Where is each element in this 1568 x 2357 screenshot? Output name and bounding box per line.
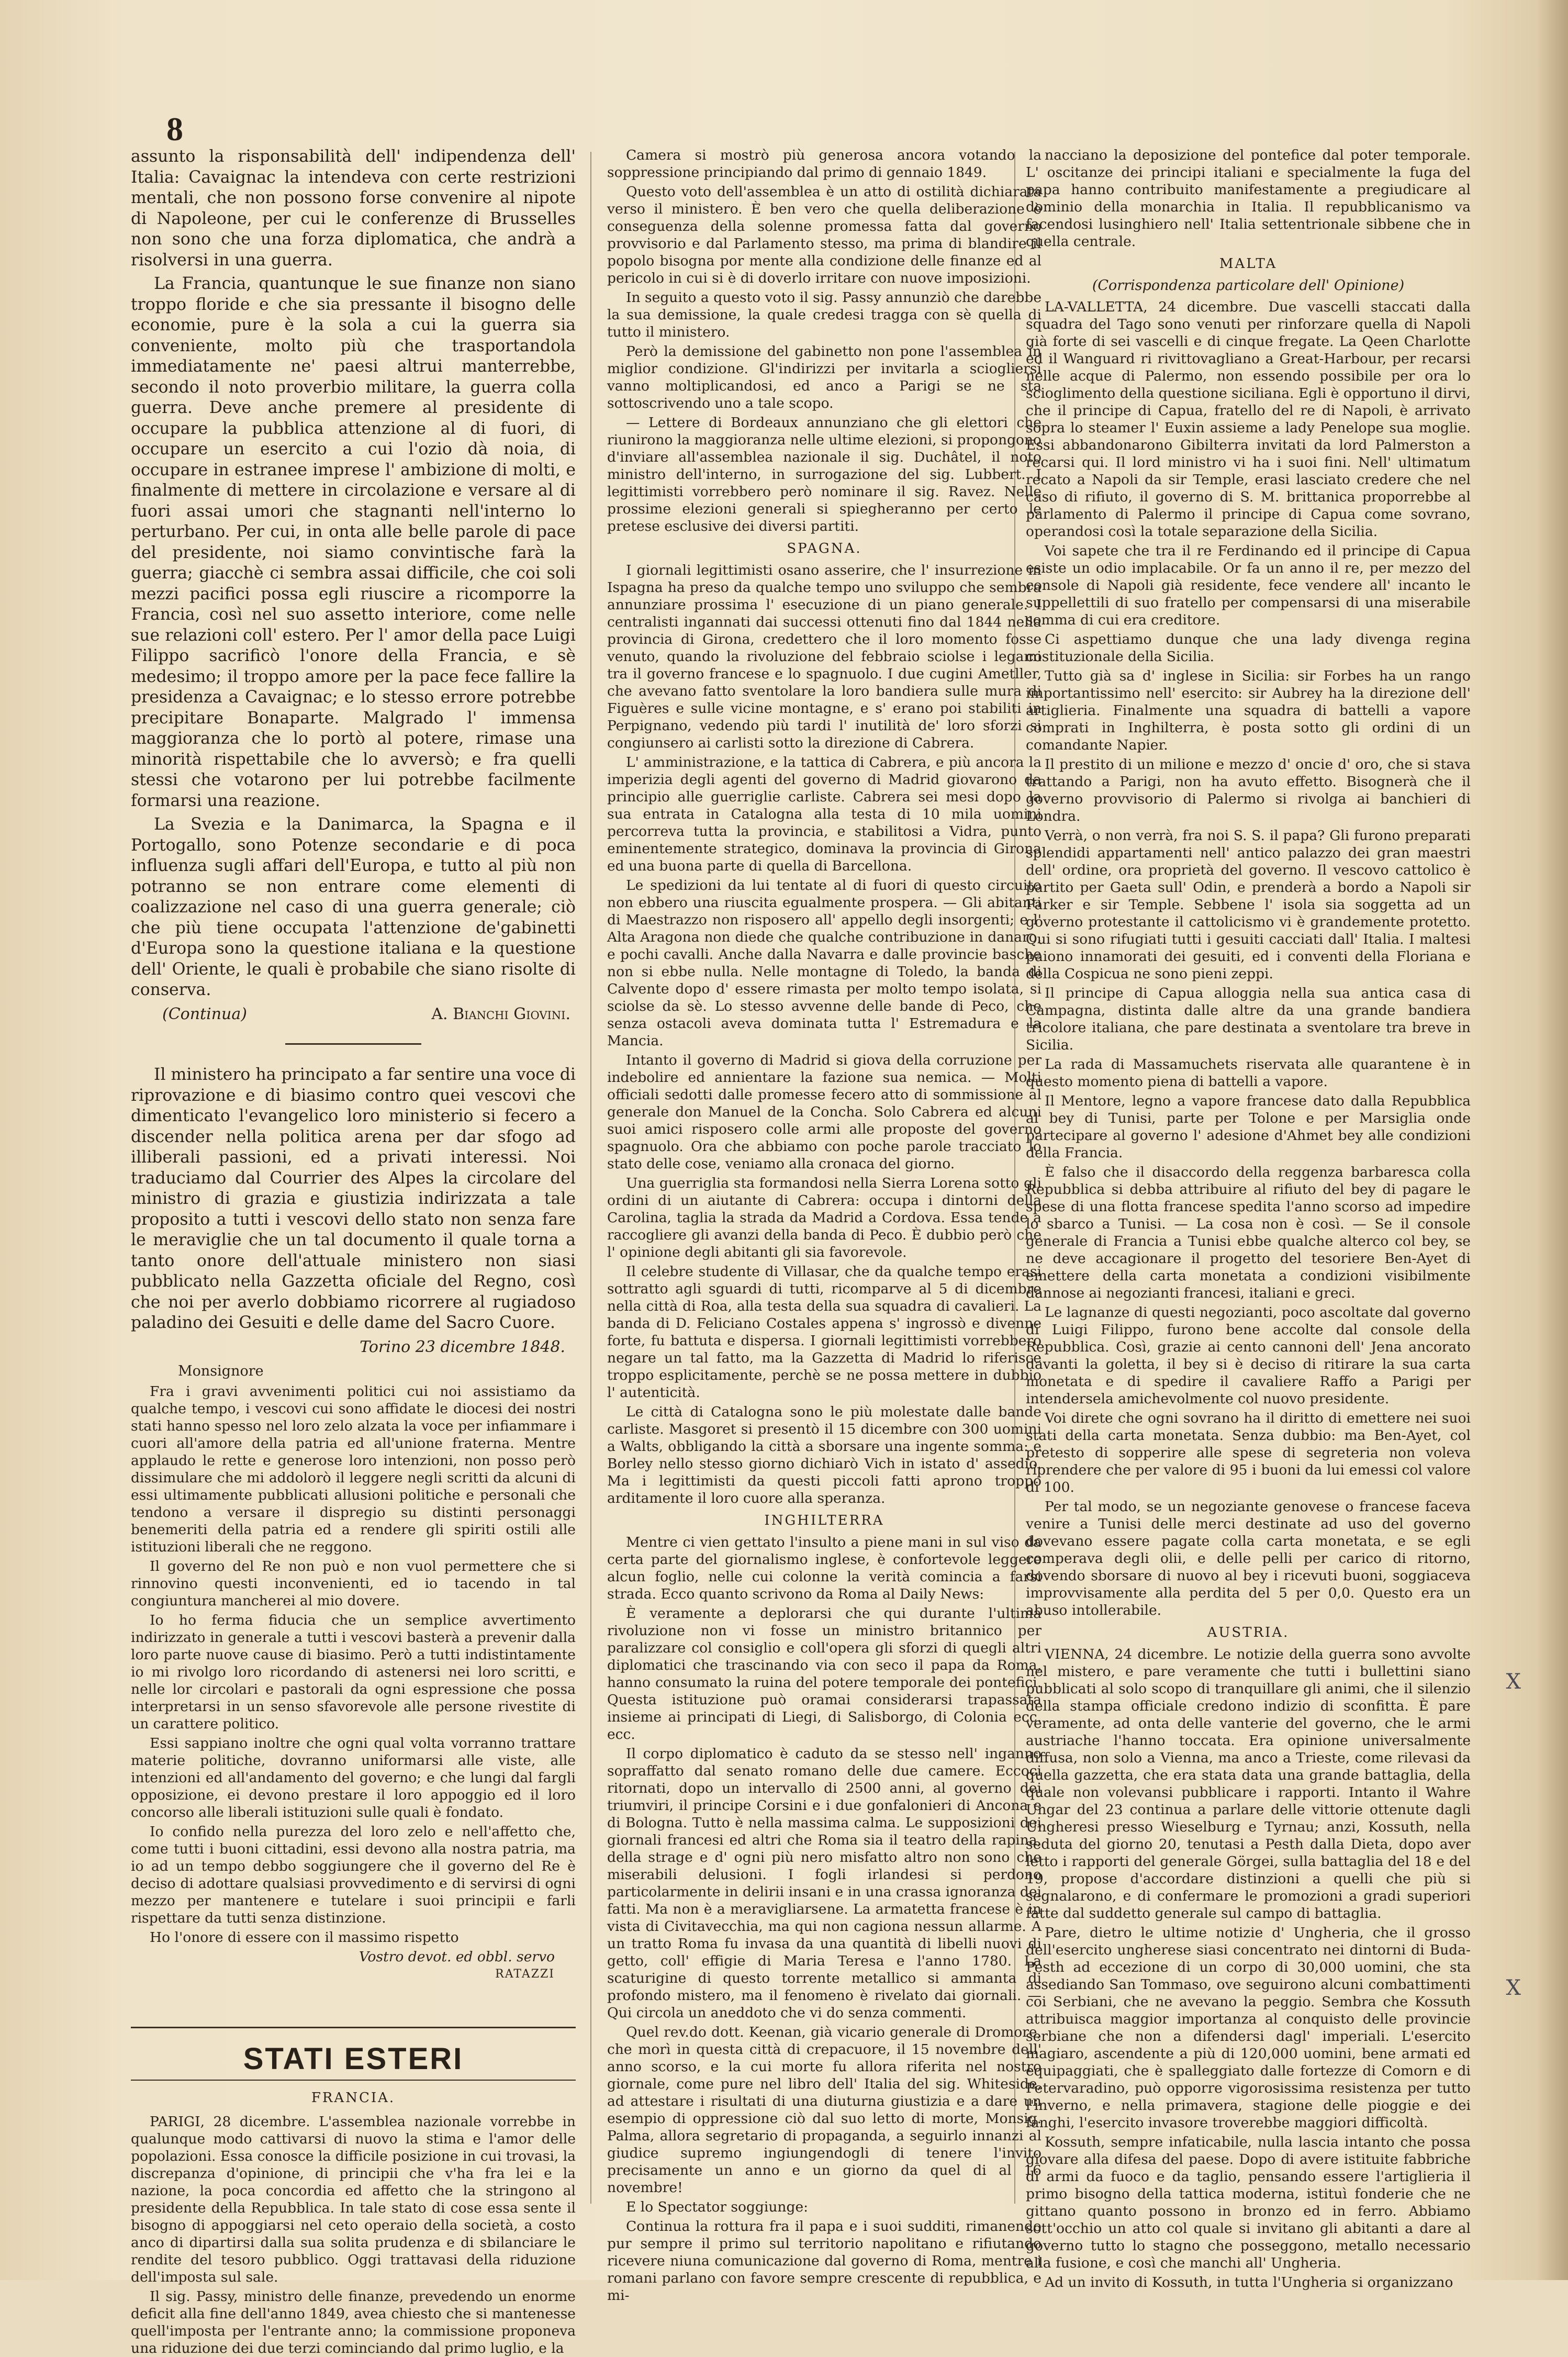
- heading-inghilterra: INGHILTERRA: [764, 1513, 884, 1528]
- malta-correspondence-note: (Corrispondenza particolare dell' Opinione): [1092, 277, 1405, 294]
- spain-paragraph: Una guerriglia sta formandosi nella Sierra Lorena sotto gli ordini di un aiutante di Cabrera: occupa i dintorni della Carolina, taglia la strada da Madrid a Cordova. Essa tende a raccogliere gli avanzi della banda di Peco. È dubbio però che l' opinione degli abitanti gli sia favorevole.: [607, 1175, 1041, 1260]
- letter-signer: RATAZZI: [495, 1968, 555, 1981]
- austria-paragraph: Kossuth, sempre infaticabile, nulla lascia intanto che possa giovare alla difesa del paese. Dopo di avere istituite fabbriche di armi da fuoco e da taglio, pensando essere l'artiglieria il primo bisogno della tattica moderna, istituì fonderie che ne gittano quanto possono in bronzo ed in ferro. Abbiamo sott'occhio un atto col quale si invitano gli abitanti a dare al governo tutto lo stagno che posseggono, metallo necessario alla fusione, e così che manchi all' Ungheria.: [1026, 2134, 1471, 2271]
- article-paragraph: Questo voto dell'assemblea è un atto di ostilità dichiarata verso il ministero. È ben vero che quella deliberazione è conseguenza della solenne promessa fatta dal governo provvisorio e dal Parlamento stesso, ma prima di blandire il popolo bisogna por mente alla condizione delle finanze ed al pericolo in cui si è di doverlo irritare con nuove imposizioni.: [607, 184, 1041, 286]
- heading-spagna: SPAGNA.: [787, 541, 862, 556]
- article-paragraph: nacciano la deposizione del pontefice dal poter temporale. L' oscitanze dei principi italiani e specialmente la fuga del papa hanno contribuito manifestamente a pregiudicare al dominio della monarchia in Italia. Il repubblicanismo va facendosi lusinghiero nell' Italia settentrionale sibbene che in quella centrale.: [1026, 147, 1471, 250]
- article-paragraph: La Francia, quantunque le sue finanze non siano troppo floride e che sia pressante il bisogno delle economie, pure è la sola a cui la guerra sia conveniente, molto più che trasportandola immediatamente ne' paesi altrui manterrebbe, secondo il noto proverbio militare, la guerra colla guerra. Deve anche premere al presidente di occupare la pubblica attenzione al di fuori, di occupare un esercito a cui l'ozio dà noia, di occupare in estranee imprese l' ambizione di molti, e finalmente di mettere in circolazione e versare al di fuori assai umori che stagnanti nell'interno lo perturbano. Per cui, in onta alle belle parole di pace del presidente, noi siamo convintische farà la guerra; giacchè ci sembra assai difficile, che coi soli mezzi pacifici possa egli riuscire a ricomporre la Francia, così nel suo assetto interiore, come nelle sue relazioni coll' estero. Per l' amor della pace Luigi Filippo sacrificò l'onore della Francia, e sè medesimo; il troppo amore per la pace fece fallire la presidenza a Cavaignac; e lo stesso errore potrebbe precipitare Bonaparte. Malgrado l' immensa maggioranza che lo portò al potere, rimase una minorità rispettabile che lo avversò; e fra quelli stessi che votarono per lui potrebbe facilmente formarsi una reazione.: [131, 274, 576, 810]
- england-paragraph: È veramente a deplorarsi che qui durante l'ultima rivoluzione non vi fosse un ministro britannico per paralizzare col consiglio e coll'opera gli sforzi di quegli altri diplomatici che trascinando via con seco il papa da Roma, hanno consumato la ruina del potere temporale dei pontefici. Questa istituzione può oramai considerarsi trapassata insieme ai principati di Liegi, di Salisborgo, di Colonia ecc. ecc.: [607, 1605, 1041, 1742]
- heading-malta: MALTA: [1219, 256, 1278, 272]
- letter-closing: Vostro devot. ed obbl. servo: [359, 1949, 555, 1965]
- letter-paragraph: Il governo del Re non può e non vuol permettere che si rinnovino questi inconvenienti, ed io tacendo in tal congiuntura mancherei al mio dovere.: [131, 1558, 576, 1609]
- letter-paragraph: Io confido nella purezza del loro zelo e nell'affetto che, come tutti i buoni cittadini, essi devono alla nostra patria, ma io ad un tempo debbo soggiungere che il governo del Re è deciso di adottare qualsiasi provvedimento e di servirsi di ogni mezzo per mantenere e tutelare i suoi principii e farli rispettare da tutti senza distinzione.: [131, 1824, 576, 1926]
- england-paragraph: Il corpo diplomatico è caduto da se stesso nell' inganno sopraffatto dal senato romano delle due camere. Eccoci ritornati, dopo un intervallo di 2500 anni, al governo dei triumviri, il principe Corsini e i due gonfalonieri di Ancona e di Bologna. Tutto è nella massima calma. Le supposizioni dei giornali francesi ed altri che Roma sia il teatro della rapina, della strage e d' ogni più nero misfatto altro non sono che miserabili delusioni. I fogli irlandesi si perdono particolarmente in delirii insani e in una crassa ignoranza dei fatti. Ma non è a meravigliarsene. La armatetta francese è in vista di Civitavecchia, ma qui non cagiona nessun allarme. A un tratto Roma fu invasa da una quantità di libelli nuovi di getto, coll' effigie di Maria Teresa e l'anno 1780. La scaturigine di questo torrente metallico si ammanta di profondo mistero, ma il fenomeno è rivelato dai giornali. — Qui circola un aneddoto che vi do senza commenti.: [607, 1746, 1041, 2021]
- spain-paragraph: Il celebre studente di Villasar, che da qualche tempo erasi sottratto agli sguardi di tutti, ricomparve al 5 di dicembre nella città di Roa, alla testa della sua squadra di cavalieri. La banda di D. Feliciano Costales appena s' ingrossò e divenne forte, fu battuta e dispersa. I giornali legittimisti vorrebbero negare un tal fatto, ma la Gazzetta di Madrid lo riferisce troppo esplicitamente, perchè se ne possa mettere in dubbio l' autenticità.: [607, 1264, 1041, 1401]
- heading-austria: AUSTRIA.: [1207, 1625, 1290, 1640]
- letter-paragraph: Ho l'onore di essere con il massimo rispetto: [150, 1929, 459, 1946]
- page-edge-shadow: [1537, 0, 1568, 2280]
- malta-paragraph: Le lagnanze di questi negozianti, poco ascoltate dal governo di Luigi Filippo, furono bene accolte dal console della Repubblica. Così, grazie ai cento cannoni dell' Jena ancorato davanti la goletta, il bey si è deciso di ritirare la sua carta monetata e di spedire il cavaliere Raffo a Parigi per intendersela amichevolmente col nuovo presidente.: [1026, 1304, 1471, 1407]
- malta-paragraph: Tutto già sa d' inglese in Sicilia: sir Forbes ha un rango importantissimo nell' esercito: sir Aubrey ha la direzione dell' artiglieria. Finalmente una squadra di battelli a vapore comprati in Inghilterra, è posta sotto gli ordini di un comandante Napier.: [1026, 668, 1471, 753]
- article-paragraph: Camera si mostrò più generosa ancora votando la soppressione principiando dal primo di gennaio 1849.: [607, 147, 1041, 181]
- ministry-paragraph: Il ministero ha principato a far sentire una voce di riprovazione e di biasimo contro quei vescovi che dimenticato l'evangelico loro ministerio si fecero a discender nella politica arena per dar sfogo ad illiberali passioni, ed a privati interessi. Noi traduciamo dal Courrier des Alpes la circolare del ministro di grazia e giustizia indirizzata a tale proposito a tutti i vescovi dello stato non senza fare le meraviglie che un tal documento il quale torna a tanto onore dell'attuale ministero non siasi pubblicato nella Gazzetta oficiale del Regno, così che noi per averlo dobbiamo ricorrere al rugiadoso paladino dei Gesuiti e delle dame del Sacro Cuore.: [131, 1065, 576, 1332]
- spain-paragraph: Le città di Catalogna sono le più molestate dalle bande carliste. Masgoret si presentò il 15 dicembre con 300 uomini a Walts, obbligando la città a sborsare una ingente somma: e Borley nello stesso giorno dichiarò Vich in istato d' assedio. Ma i legittimisti da questi piccoli fatti aprono troppo arditamente il loro cuore alla speranza.: [607, 1404, 1041, 1506]
- article-paragraph: La Svezia e la Danimarca, la Spagna e il Portogallo, sono Potenze secondarie e di poca influenza sugli affari dell'Europa, e tutto al più non potranno se non entrare come elementi di coalizzazione nel caso di una guerra generale; ciò che più tiene occupata l'attenzione de'gabinetti d'Europa sono la questione italiana e la questione dell' Oriente, le quali è probabile che siano risolte di conserva.: [131, 815, 576, 999]
- austria-paragraph: Pare, dietro le ultime notizie d' Ungheria, che il grosso dell'esercito ungherese siasi concentrato nei dintorni di Buda-Pesth ad eccezione di un corpo di 30,000 uomini, che sta assediando San Tommaso, ove seguirono alcuni combattimenti coi Serbiani, che ne avevano la peggio. Sembra che Kossuth attribuisca maggior importanza al conquisto delle provincie serbiane che non a difendersi dagl' imperiali. L'esercito magiaro, ascendente a più di 120,000 uomini, bene armati ed equipaggiati, che è spalleggiato dalle fortezze di Comorn e di Petervaradino, può opporre vigorosissima resistenza per tutto l'inverno, e nella primavera, stagione delle pioggie e dei fanghi, l'esercito invasore troverebbe maggiori difficoltà.: [1026, 1925, 1471, 2131]
- column-3: [1026, 147, 1471, 2291]
- article-paragraph: In seguito a questo voto il sig. Passy annunziò che darebbe la sua demissione, la quale credesi tragga con sè quella di tutto il ministero.: [607, 289, 1041, 340]
- malta-paragraph: Voi sapete che tra il re Ferdinando ed il principe di Capua esiste un odio implacabile. Or fa un anno il re, per mezzo del console di Napoli già residente, fece vendere all' incanto le suppellettili di suo fratello per compensarsi di una miserabile somma di cui era creditore.: [1026, 543, 1471, 628]
- spain-paragraph: Le spedizioni da lui tentate al di fuori di questo circuito non ebbero una riuscita egualmente prospera. — Gli abitanti di Maestrazzo non risposero all' appello degli insorgenti; e l' Alta Aragona non diede che qualche contribuzione in danaro, e pochi cavalli. Anche dalla Navarra e dalle provincie basche non si ebbe nulla. Nelle montagne di Toledo, la banda di Calvente dopo d' essere rimasta per molto tempo isolata, si sciolse da sè. Lo stesso avvenne delle bande di Peco, che senza ostacoli aveva dominata tutta l' Estremadura e la Mancia.: [607, 877, 1041, 1049]
- malta-paragraph: La rada di Massamuchets riservata alle quarantene è in questo momento piena di battelli a vapore.: [1026, 1056, 1471, 1090]
- section-divider: [285, 1043, 421, 1045]
- continua-note: (Continua): [162, 1004, 247, 1023]
- article-paragraph: Però la demissione del gabinetto non pone l'assemblea in miglior condizione. Gl'indirizzi per invitarla a sciogliersi vanno moltiplicandosi, ed anco a Parigi se ne sta sottoscrivendo uno a tale scopo.: [607, 343, 1041, 411]
- margin-mark: X: [1506, 1670, 1521, 1694]
- heading-francia: FRANCIA.: [311, 2090, 396, 2106]
- column-2: [607, 147, 1041, 2304]
- spain-paragraph: Intanto il governo di Madrid si giova della corruzione per indebolire ed annientare la fazione sua nemica. — Molti officiali sedotti dalle promesse fecero atto di sommissione al generale don Manuel de la Concha. Solo Cabrera ed alcuni suoi amici risposero colle armi alle proposte del governo spagnuolo. Ora che abbiamo con poche parole tracciato lo stato delle cose, veniamo alla cronaca del giorno.: [607, 1052, 1041, 1172]
- letter-paragraph: Fra i gravi avvenimenti politici cui noi assistiamo da qualche tempo, i vescovi cui sono affidate le diocesi dei nostri stati hanno spesso nel loro zelo alzata la voce per infiammare i cuori all'amore della patria ed all'unione fraterna. Mentre applaudo le rette e generose loro intenzioni, non posso però dissimulare che mi addolorò il leggere negli scritti da alcuni di essi ultimamente pubblicati allusioni politiche e personali che tendono a versare il dispregio su distinti personaggi benemeriti della patria ed a rendere gli spiriti ostili alle istituzioni liberali che ne reggono.: [131, 1383, 576, 1555]
- england-paragraph: E lo Spectator soggiunge:: [626, 2199, 809, 2215]
- article-signature: [131, 1004, 576, 1025]
- column-rule-1: [590, 152, 591, 2204]
- malta-paragraph: Ci aspettiamo dunque che una lady divenga regina costituzionale della Sicilia.: [1026, 631, 1471, 665]
- malta-paragraph: Il Mentore, legno a vapore francese dato dalla Repubblica al bey di Tunisi, parte per Tolone e per Marsiglia onde partecipare al governo l' adesione d'Ahmet bey alle condizioni della Francia.: [1026, 1093, 1471, 1161]
- page-number: 8: [166, 110, 183, 148]
- spain-paragraph: I giornali legittimisti osano asserire, che l' insurrezione in Ispagna ha preso da qualche tempo uno sviluppo che sembra annunziare prossima l' esecuzione di un piano generale. I centralisti ingannati dai successi ottenuti fino dal 1844 nella provincia di Girona, credettero che il loro momento fosse venuto, quando la rivoluzione del febbraio sciolse i legami tra il governo francese e lo spagnuolo. I due cugini Ametller, che avevano fatto sventolare la loro bandiera sulle mura di Figuères e sulle vicine montagne, e s' erano poi stabiliti in Perpignano, vedendo più tardi l' inutilità de' loro sforzi si congiunsero ai carlisti sotto la direzione di Cabrera.: [607, 562, 1041, 751]
- england-paragraph: Continua la rottura fra il papa e i suoi sudditi, rimanendo pur sempre il primo sul territorio napolitano e rifiutando ricevere niuna comunicazione dal governo di Roma, mentre i romani parlano con favore sempre crescente di repubblica, e mi-: [607, 2218, 1041, 2304]
- france-paragraph: Il sig. Passy, ministro delle finanze, prevedendo un enorme deficit alla fine dell'anno 1849, avea chiesto che si mantenesse quell'imposta per l'entrante anno; la commissione proponeva una riduzione dei due terzi cominciando dal primo luglio, e la: [131, 2288, 576, 2356]
- letter-salutation: Monsignore: [178, 1363, 264, 1379]
- malta-paragraph: È falso che il disaccordo della reggenza barbaresca colla Repubblica si debba attribuire al rifiuto del bey di pagare le spese di una flotta francese spedita l'anno scorso ad impedire lo sbarco a Tunisi. — La cosa non è così. — Se il console generale di Francia a Tunisi ebbe qualche alterco col bey, se ne deve accagionare il progetto del tesoriere Ben-Ayet di emettere della carta monetata a condizioni visibilmente dannose ai negozianti francesi, italiani e greci.: [1026, 1164, 1471, 1301]
- malta-paragraph: Per tal modo, se un negoziante genovese o francese faceva venire a Tunisi delle merci destinate ad uso del governo dovevano essere pagate colla carta monetata, e se egli comperava degli olii, e delle pelli per carico di ritorno, dovendo sborsare di nuovo al bey i ricevuti buoni, soggiaceva improvvisamente alla perdita del 5 per 0,0. Questo era un abuso intollerabile.: [1026, 1499, 1471, 1618]
- spain-paragraph: L' amministrazione, e la tattica di Cabrera, e più ancora la imperizia degli agenti del governo di Madrid giovarono da principio alle guerriglie carliste. Cabrera sei mesi dopo la sua entrata in Catalogna alla testa di 10 mila uomini percorreva tutta la provincia, e stabilitosi a Vidra, punto eminentemente strategico, dominava la provincia di Girona ed una buona parte di quella di Barcellona.: [607, 754, 1041, 874]
- austria-paragraph: Ad un invito di Kossuth, in tutta l'Ungheria si organizzano: [1045, 2274, 1453, 2291]
- article-paragraph: — Lettere di Bordeaux annunziano che gli elettori che riunirono la maggioranza nelle ultime elezioni, si propongono d'inviare all'assemblea nazionale il sig. Duchâtel, il noto ministro dell'interno, in surrogazione del sig. Lubbert. I legittimisti vorrebbero però nominare il sig. Ravez. Nelle prossime elezioni generali si spiegheranno per certo le pretese esclusive dei diversi partiti.: [607, 415, 1041, 534]
- austria-paragraph: VIENNA, 24 dicembre. Le notizie della guerra sono avvolte nel mistero, e pare veramente che tutti i bullettini siano pubblicati al solo scopo di tranquillare gli animi, che il silenzio della stampa officiale credono indizio di sconfitta. È pare veramente, ad onta delle vanterie del governo, che le armi austriache l'hanno toccata. Era opinione universalmente diffusa, non solo a Vienna, ma anco a Trieste, come rilevasi da quella gazzetta, che era stata data una grande battaglia, della quale non volevansi pubblicare i rapporti. Intanto il Wahre Ungar del 23 continua a parlare delle vittorie ottenute dagli Ungheresi presso Wieselburg e Tyrnau; anzi, Kossuth, nella seduta del giorno 20, tenutasi a Pesth dalla Dieta, dopo aver letto i rapporti del generale Görgei, sulla battaglia del 18 e del 19, propose d'accordare distinzioni a quelli che più si segnalarono, e di confermare le promozioni a gradi superiori fatte dal suddetto generale sul campo di battaglia.: [1026, 1646, 1471, 1922]
- author-signature: A. Bianchi Giovini.: [431, 1004, 570, 1023]
- malta-paragraph: Voi direte che ogni sovrano ha il diritto di emettere nei suoi stati della carta monetata. Senza dubbio: ma Ben-Ayet, col pretesto di sopperire alle spese di segreteria non voleva riprendere che per valore di 95 i buoni da lui emessi col valore di 100.: [1026, 1410, 1471, 1495]
- malta-paragraph: Verrà, o non verrà, fra noi S. S. il papa? Gli furono preparati splendidi appartamenti nell' antico palazzo dei gran maestri dell' ordine, ora proprietà del governo. Il vescovo cattolico è partito per Gaeta sull' Odin, e prenderà a bordo a Napoli sir Parker e sir Temple. Sebbene l' isola sia soggetta ad un governo protestante il cattolicismo vi è grandemente protetto. Qui si sono rifugiati tutti i gesuiti cacciati dall' Italia. I maltesi paiono innamorati dei gesuiti, ed i conventi della Floriana e della Cospicua ne sono pieni zeppi.: [1026, 828, 1471, 982]
- margin-mark: X: [1506, 1976, 1521, 2000]
- france-paragraph: PARIGI, 28 dicembre. L'assemblea nazionale vorrebbe in qualunque modo cattivarsi di nuovo la stima e l'amor delle popolazioni. Essa conosce la difficile posizione in cui trovasi, la discrepanza d'opinione, di principii che v'ha fra lei e la nazione, la poca concordia ed affetto che la stringono al presidente della Repubblica. In tale stato di cose essa sente il bisogno di appoggiarsi nel ceto operaio della società, a costo anco di dipartirsi dalla sua solita prudenza e di sbilanciare le rendite del tesoro pubblico. Oggi trattavasi della riduzione dell'imposta sul sale.: [131, 2113, 576, 2285]
- malta-paragraph: LA-VALLETTA, 24 dicembre. Due vascelli staccati dalla squadra del Tago sono venuti per rinforzare quella di Napoli già forte di sei vascelli e di cinque fregate. La Qeen Charlotte ed il Wanguard ri rivittovagliano a Great-Harbour, per recarsi nelle acque di Palermo, non essendo possibile per ora lo scioglimento della questione siciliana. Egli è opportuno il dirvi, che il principe di Capua, fratello del re di Napoli, è arrivato sopra lo steamer l' Euxin assieme a lady Penelope sua moglie. Essi abbandonarono Gibilterra invitati da lord Palmerston a recarsi qui. Il lord ministro vi ha i suoi fini. Nell' ultimatum recato a Napoli da sir Temple, erasi lasciato credere che nel caso di rifiuto, il governo di S. M. brittanica proporrebbe al parlamento di Palermo il principe di Capua come sovrano, operandosi così la totale separazione della Sicilia.: [1026, 299, 1471, 540]
- letter-paragraph: Essi sappiano inoltre che ogni qual volta vorranno trattare materie politiche, dovranno uniformarsi alle viste, alle intenzioni ed all'andamento del governo; e che lungi dal fargli opposizione, ei devono prestare il loro appoggio ed il loro concorso alle liberali istituzioni sulle quali è fondato.: [131, 1735, 576, 1820]
- letter-paragraph: Io ho ferma fiducia che un semplice avvertimento indirizzato in generale a tutti i vescovi basterà a prevenir dalla loro parte nuove cause di biasimo. Però a tutti indistintamente io mi rivolgo loro ricordando di astenersi nei loro scritti, e nelle lor circolari e pastorali da ogni espressione che possa interpretarsi in un senso sfavorevole alle persone rivestite di un carattere politico.: [131, 1612, 576, 1732]
- section-title-stati-esteri: STATI ESTERI: [131, 2027, 576, 2081]
- article-paragraph: assunto la risponsabilità dell' indipendenza dell' Italia: Cavaignac la intendeva con certe restrizioni mentali, che non possono forse convenire al nipote di Napoleone, per cui le conferenze di Brusselles non sono che una forza diplomatica, che andrà a risolversi in una guerra.: [131, 147, 576, 270]
- circular-letter: [131, 1362, 576, 1983]
- france-news: [131, 2113, 576, 2357]
- column-1: [131, 147, 576, 2356]
- england-paragraph: Mentre ci vien gettato l'insulto a piene mani in sul viso da certa parte del giornalismo inglese, è confortevole leggere alcun foglio, nelle cui colonne la verità comincia a farsi strada. Ecco quanto scrivono da Roma al Daily News:: [607, 1534, 1041, 1602]
- malta-paragraph: Il prestito di un milione e mezzo d' oncie d' oro, che si stava trattando a Parigi, non ha avuto effetto. Bisognerà che il governo provvisorio di Palermo si rivolga ai banchieri di Londra.: [1026, 756, 1471, 824]
- malta-paragraph: Il principe di Capua alloggia nella sua antica casa di Campagna, distinta dalle altre da una grande bandiera tricolore italiana, che pare destinata a sventolare tra breve in Sicilia.: [1026, 985, 1471, 1053]
- england-paragraph: Quel rev.do dott. Keenan, già vicario generale di Dromore, che morì in questa città di crepacuore, il 15 novembre dell' anno scorso, e la cui morte fu allora riferita nel nostro giornale, come pure nel libro dell' Italia del sig. Whiteside, ad attestare i risultati di una diuturna giustizia e a dare un esempio di oppressione ciò dal suo letto di morte, Monsig. Palma, allora segretario di propaganda, a seguirlo innanzi al giudice supremo ingiungendogli di tenere l'invito precisamente un anno e un giorno da quel di al 16 novembre!: [607, 2024, 1041, 2196]
- letter-dateline: Torino 23 dicembre 1848.: [360, 1337, 565, 1356]
